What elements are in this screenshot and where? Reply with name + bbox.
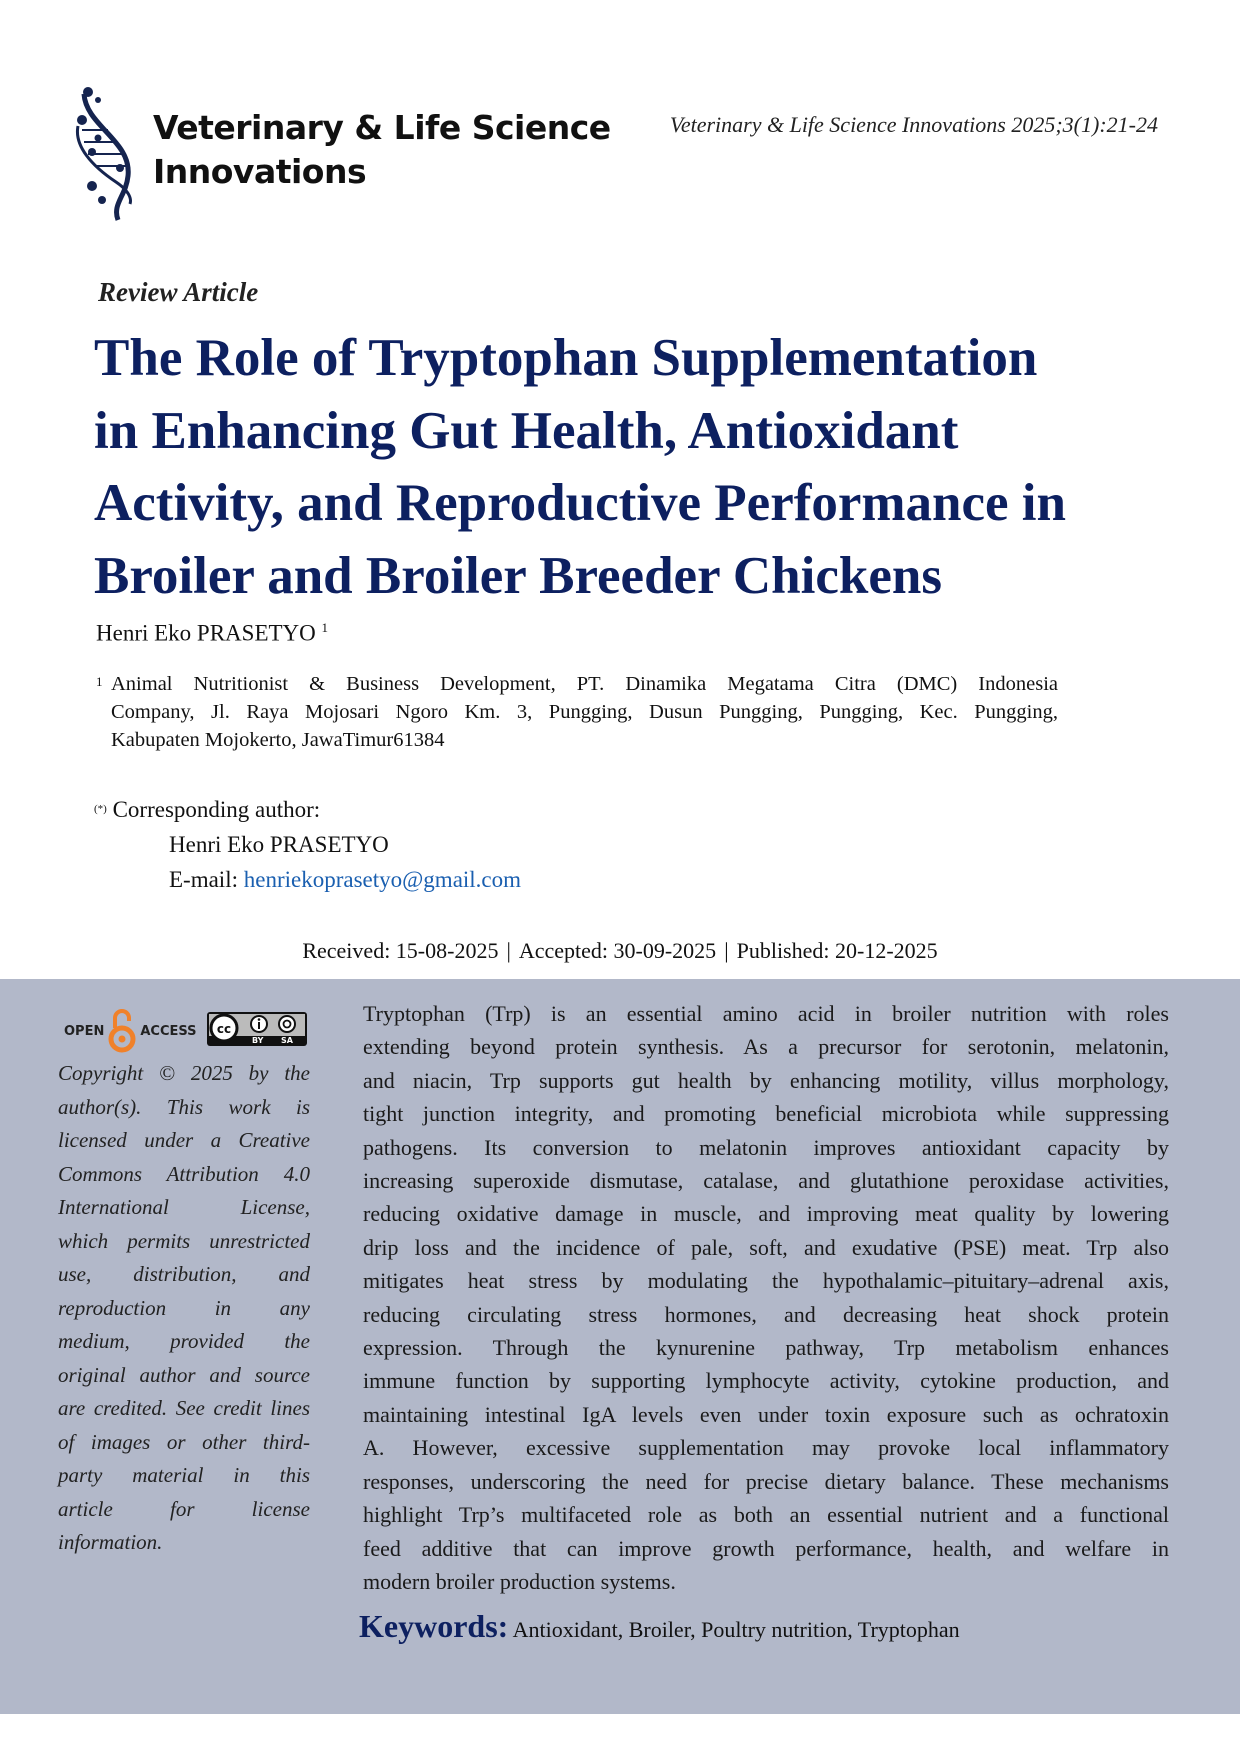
email-label: E-mail: [169,867,238,892]
license-line: medium, provided the [58,1329,310,1353]
abstract-line: increasing superoxide dismutase, catalase, and glutathione peroxidase activities, [363,1168,1169,1194]
license-line: author(s). This work is [58,1094,310,1119]
email-link[interactable]: henriekoprasetyo@gmail.com [243,867,522,892]
abstract-line: Tryptophan (Trp) is an essential amino acid in broiler nutrition with roles [363,1001,1169,1026]
author-affiliation-marker: 1 [321,620,329,635]
separator: | [506,938,511,963]
logo-line-1: Veterinary & Life Science [153,108,611,147]
abstract-line: maintaining intestinal IgA levels even under toxin exposure such as ochratoxin [363,1401,1169,1427]
accepted-date: Accepted: 30-09-2025 [518,938,717,963]
received-date: Received: 15-08-2025 [302,938,499,963]
license-line: licensed under a Creative [58,1128,310,1152]
abstract-line: highlight Trp’s multifaceted role as both an essential nutrient and a functional [363,1502,1169,1528]
title-line: in Enhancing Gut Health, Antioxidant [94,401,959,460]
corresponding-marker: (*) [94,803,107,815]
abstract-line: extending beyond protein synthesis. As a precursor for serotonin, melatonin, [363,1034,1169,1060]
license-statement [58,1057,310,1560]
license-line: which permits unrestricted [58,1228,310,1253]
open-access-badge [64,1008,197,1054]
journal-logo-text [153,106,611,194]
published-date: Published: 20-12-2025 [736,938,938,963]
keywords-label: Keywords: [359,1608,509,1644]
corresponding-label: Corresponding author: [112,797,321,822]
affiliation-line: Kabupaten Mojokerto, JawaTimur61384 [111,729,445,751]
journal-citation: Veterinary & Life Science Innovations 2025;3(1):21-24 [669,112,1158,137]
abstract-line: pathogens. Its conversion to melatonin improves antioxidant capacity by [363,1134,1169,1160]
license-line: reproduction in any [58,1295,310,1320]
abstract-line: tight junction integrity, and promoting beneficial microbiota while suppressing [363,1101,1169,1127]
corresponding-name: Henri Eko PRASETYO [169,832,389,857]
keywords [359,1608,960,1645]
open-access-lock-icon [108,1008,136,1054]
abstract-line: A. However, excessive supplementation may provoke local inflammatory [363,1435,1169,1461]
affiliation-line: Company, Jl. Raya Mojosari Ngoro Km. 3, Pungging, Dusun Pungging, Pungging, Kec. Pungging, [111,701,1058,723]
license-line: of images or other third- [58,1429,310,1454]
affiliation [96,670,1058,754]
license-line: Copyright © 2025 by the [58,1061,310,1085]
access-label: ACCESS [140,1023,197,1039]
article-title [94,322,1066,612]
abstract-line: and niacin, Trp supports gut health by enhancing motility, villus morphology, [363,1067,1169,1093]
author-line [96,620,328,647]
logo-line-2: Innovations [153,152,367,191]
abstract-line: feed additive that can improve growth performance, health, and welfare in [363,1535,1169,1561]
license-line: Commons Attribution 4.0 [58,1161,310,1186]
separator: | [724,938,729,963]
license-line: party material in this [58,1463,310,1487]
corresponding-author [94,792,521,897]
abstract-line: reducing oxidative damage in muscle, and improving meat quality by lowering [363,1201,1169,1227]
license-line: article for license [58,1496,310,1521]
abstract-line: immune function by supporting lymphocyte activity, cytokine production, and [363,1368,1169,1394]
title-line: The Role of Tryptophan Supplementation [94,329,1038,387]
license-line: information. [58,1530,163,1554]
license-line: International License, [58,1195,310,1219]
abstract [363,997,1169,1598]
affiliation-line: Animal Nutritionist & Business Development, PT. Dinamika Megatama Citra (DMC) Indonesia [111,673,1058,695]
cc-by-sa-license-icon [207,1012,307,1046]
abstract-line: reducing circulating stress hormones, and decreasing heat shock protein [363,1301,1169,1327]
author-name: Henri Eko PRASETYO [96,620,316,646]
article-type: Review Article [98,277,259,307]
cc-by-label: BY [252,1036,264,1045]
title-line: Broiler and Broiler Breeder Chickens [94,546,942,605]
svg-text:cc: cc [216,1022,232,1036]
abstract-line: responses, underscoring the need for precise dietary balance. These mechanisms [363,1468,1169,1494]
article-dates [0,938,1240,964]
license-line: original author and source [58,1362,310,1387]
license-line: use, distribution, and [58,1262,310,1286]
abstract-line: drip loss and the incidence of pale, soft, and exudative (PSE) meat. Trp also [363,1234,1169,1260]
open-label: OPEN [64,1023,105,1039]
title-line: Activity, and Reproductive Performance in [94,474,1067,532]
abstract-line: mitigates heat stress by modulating the hypothalamic–pituitary–adrenal axis, [363,1268,1169,1294]
cc-sa-label: SA [281,1036,293,1045]
affiliation-marker: 1 [96,674,103,689]
dna-logo-icon [72,86,148,222]
keywords-value: Antioxidant, Broiler, Poultry nutrition, Tryptophan [512,1617,960,1642]
license-line: are credited. See credit lines [58,1396,310,1420]
abstract-line: expression. Through the kynurenine pathway, Trp metabolism enhances [363,1335,1169,1361]
abstract-line: modern broiler production systems. [363,1568,676,1594]
